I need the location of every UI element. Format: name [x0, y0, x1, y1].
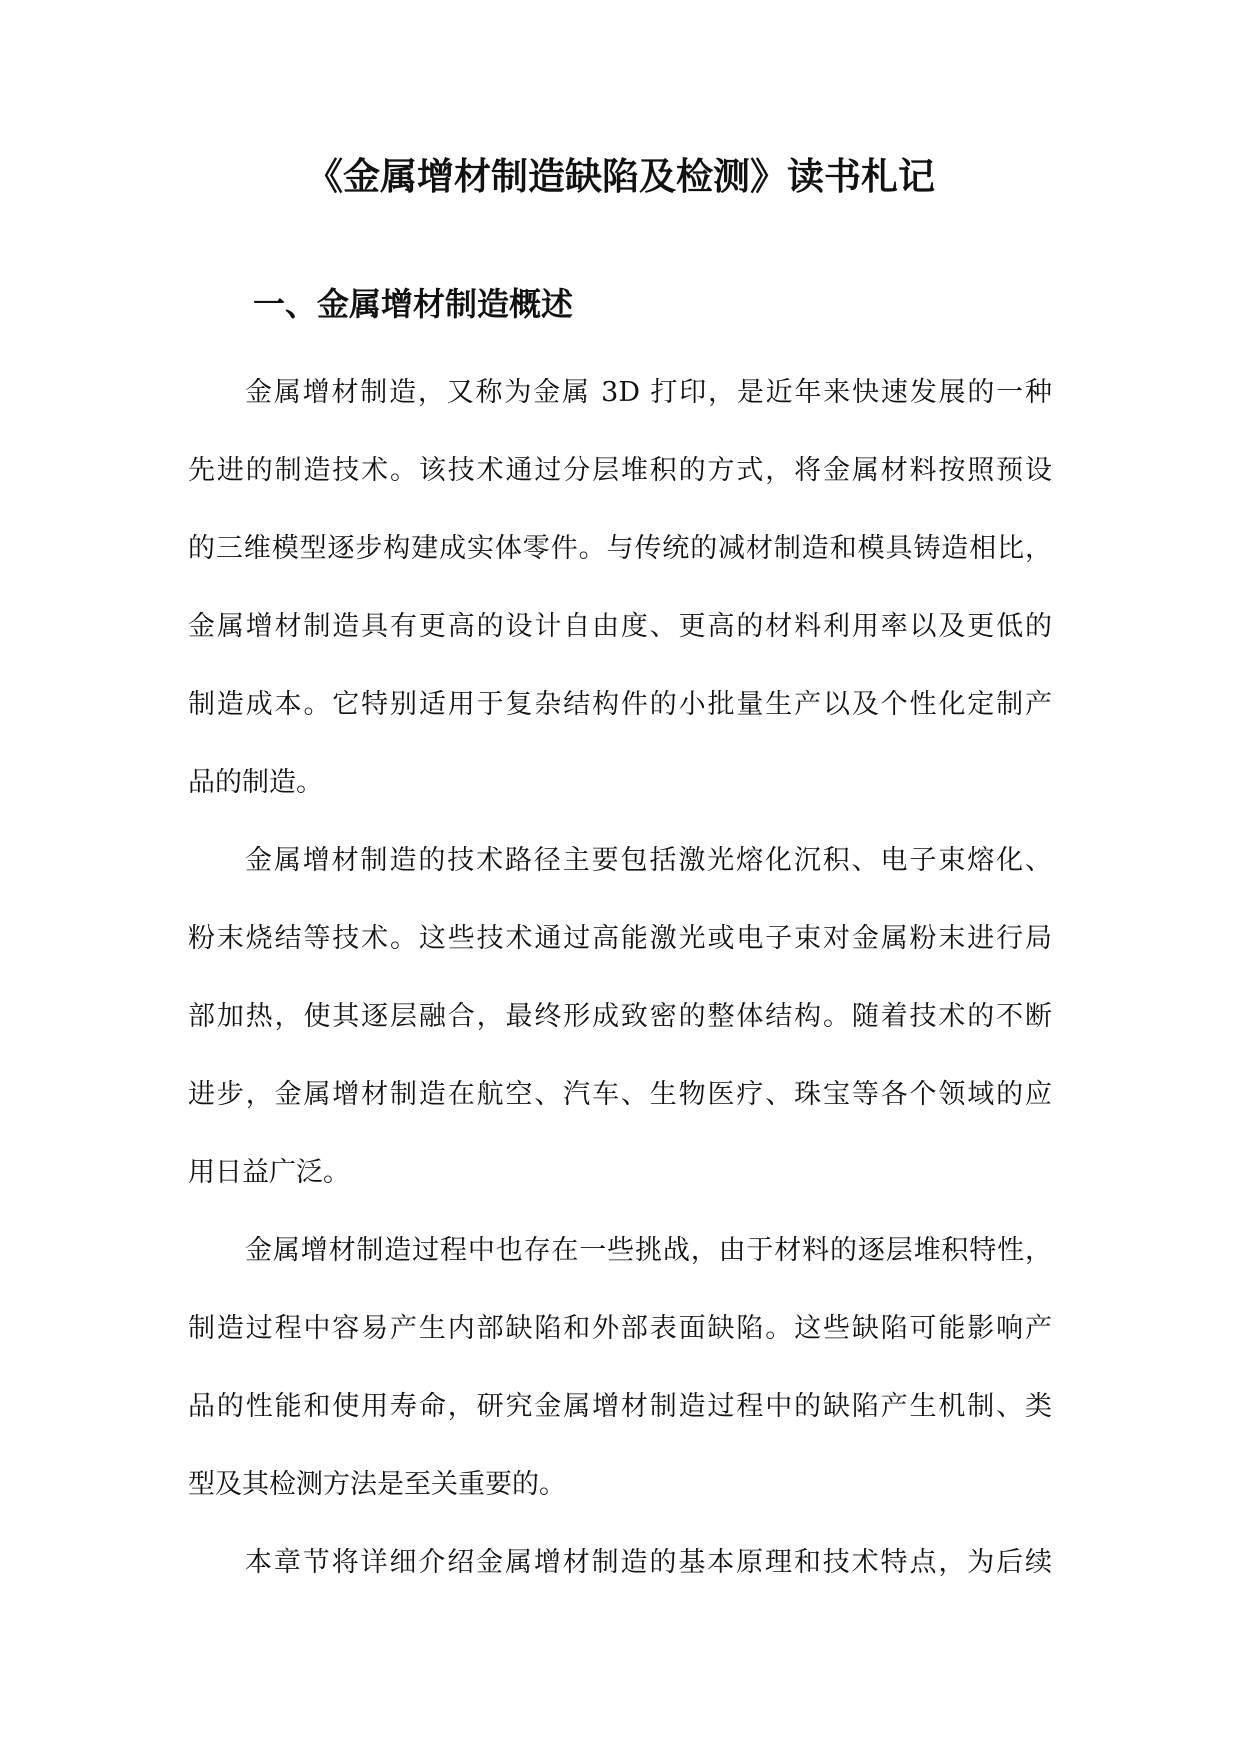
paragraph [188, 1524, 1052, 1602]
paragraph-line: 金属增材制造具有更高的设计自由度、更高的材料利用率以及更低的 [188, 611, 1052, 642]
paragraph-line: 先进的制造技术。该技术通过分层堆积的方式，将金属材料按照预设 [188, 455, 1052, 486]
paragraph-line: 金属增材制造的技术路径主要包括激光熔化沉积、电子束熔化、 [245, 845, 1052, 876]
paragraph-line: 品的性能和使用寿命，研究金属增材制造过程中的缺陷产生机制、类 [188, 1391, 1052, 1422]
paragraph [188, 354, 1052, 822]
paragraph-line: 的三维模型逐步构建成实体零件。与传统的减材制造和模具铸造相比， [188, 533, 1052, 564]
document-title: 《金属增材制造缺陷及检测》读书札记 [306, 154, 935, 198]
paragraph-line: 用日益广泛。 [188, 1157, 350, 1188]
paragraph-line: 金属增材制造过程中也存在一些挑战，由于材料的逐层堆积特性， [245, 1235, 1052, 1266]
paragraph-line: 粉末烧结等技术。这些技术通过高能激光或电子束对金属粉末进行局 [188, 923, 1052, 954]
paragraph-line: 金属增材制造，又称为金属 3D 打印，是近年来快速发展的一种 [245, 377, 1052, 408]
paragraph-line: 型及其检测方法是至关重要的。 [188, 1469, 566, 1500]
paragraph-line: 本章节将详细介绍金属增材制造的基本原理和技术特点，为后续 [245, 1547, 1052, 1578]
paragraph-line: 制造过程中容易产生内部缺陷和外部表面缺陷。这些缺陷可能影响产 [188, 1313, 1052, 1344]
document-body [188, 354, 1052, 1602]
paragraph-line: 品的制造。 [188, 767, 323, 798]
paragraph [188, 1212, 1052, 1524]
paragraph-line: 制造成本。它特别适用于复杂结构件的小批量生产以及个性化定制产 [188, 689, 1052, 720]
paragraph-line: 进步，金属增材制造在航空、汽车、生物医疗、珠宝等各个领域的应 [188, 1079, 1052, 1110]
section-heading: 一、金属增材制造概述 [253, 285, 574, 323]
paragraph-line: 部加热，使其逐层融合，最终形成致密的整体结构。随着技术的不断 [188, 1001, 1052, 1032]
paragraph [188, 822, 1052, 1212]
